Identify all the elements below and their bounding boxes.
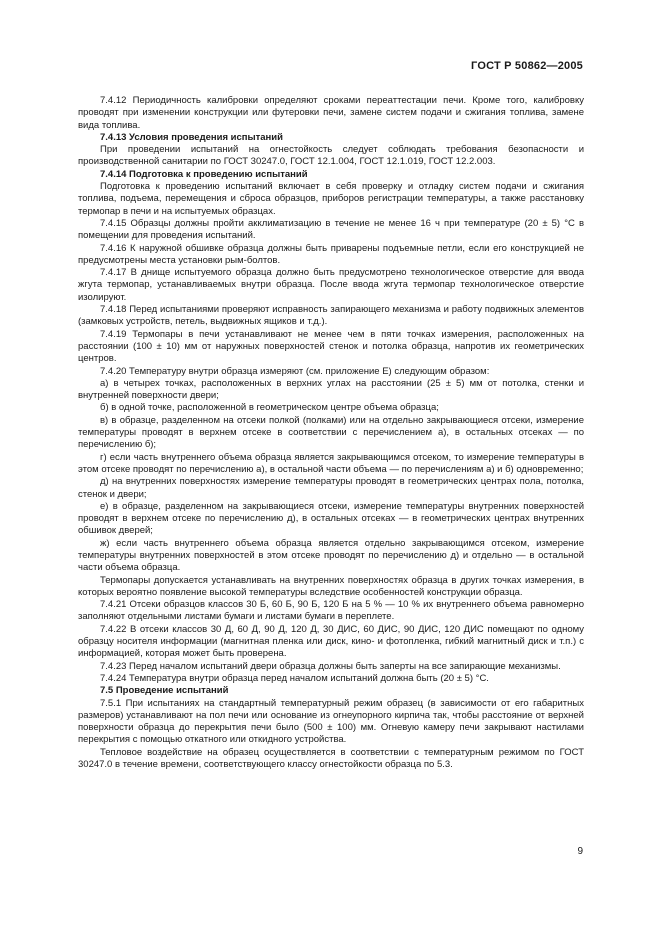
page-number: 9	[577, 846, 583, 857]
paragraph: 7.4.23 Перед началом испытаний двери образца должны быть заперты на все запирающие механизмы.	[100, 660, 561, 672]
paragraph: в) в образце, разделенном на отсеки полкой (полками) или на отдельно закрывающиеся отсеки, измерение температуры проводят в верхнем отсеке в соответствии с перечислением а), в остальных отсеках — по перечислению б);	[78, 414, 584, 451]
paragraph: 7.4.20 Температуру внутри образца измеряют (см. приложение Е) следующим образом:	[100, 365, 490, 377]
paragraph: ж) если часть внутреннего объема образца является отдельно закрывающимся отсеком, измерение температуры внутренних поверхностей в этом отсеке проводят по перечислению д) и отдельно — в остальной части объема образца.	[78, 537, 584, 574]
paragraph: 7.5.1 При испытаниях на стандартный температурный режим образец (в зависимости от его габаритных размеров) устанавливают на пол печи или основание из огнеупорного кирпича так, чтобы расстояние от верхней поверхности образца до перекрытия печи было (500 ± 100) мм. Огневую камеру печи закрывают настилами перекрытия с помощью откатного или откидного устройства.	[78, 697, 584, 746]
paragraph: 7.4.18 Перед испытаниями проверяют исправность запирающего механизма и работу подвижных элементов (замковых устройств, петель, выдвижных ящиков и т.д.).	[78, 304, 584, 328]
paragraph: Термопары допускается устанавливать на внутренних поверхностях образца в других точках измерения, в которых вероятно появление высокой температуры вследствие особенностей конструкции образца.	[78, 574, 584, 598]
paragraph: 7.4.24 Температура внутри образца перед началом испытаний должна быть (20 ± 5) °С.	[100, 672, 489, 684]
paragraph: д) на внутренних поверхностях измерение температуры проводят в геометрических центрах пола, потолка, стенок и двери;	[78, 476, 584, 500]
paragraph: г) если часть внутреннего объема образца является закрывающимся отсеком, то измерение температуры в этом отсеке проводят по перечислению а), в остальной части объема — по перечислениям а) и б) одновременно;	[78, 451, 584, 475]
paragraph: Тепловое воздействие на образец осуществляется в соответствии с температурным режимом по ГОСТ 30247.0 в течение времени, соответствующего классу огнестойкости образца по 5.3.	[78, 746, 584, 771]
document-body	[78, 95, 584, 771]
paragraph: е) в образце, разделенном на закрывающиеся отсеки, измерение температуры внутренних поверхностей проводят в верхнем отсеке по перечислению д), в остальных отсеках — в геометрических центрах внутренних обшивок дверей;	[78, 500, 584, 537]
paragraph: При проведении испытаний на огнестойкость следует соблюдать требования безопасности и производственной санитарии по ГОСТ 30247.0, ГОСТ 12.1.004, ГОСТ 12.1.019, ГОСТ 12.2.003.	[78, 144, 584, 168]
section-heading: 7.4.14 Подготовка к проведению испытаний	[100, 168, 308, 180]
paragraph: 7.4.22 В отсеки классов 30 Д, 60 Д, 90 Д, 120 Д, 30 ДИС, 60 ДИС, 90 ДИС, 120 ДИС помещают по одному образцу носителя информации (магнитная пленка или диск, кино- и фотопленка, гибкий магнитный диск и т.п.) с информацией, которая может быть проверена.	[78, 623, 584, 660]
paragraph: а) в четырех точках, расположенных в верхних углах на расстоянии (25 ± 5) мм от потолка, стенки и внутренней поверхности двери;	[78, 377, 584, 402]
section-heading: 7.4.13 Условия проведения испытаний	[100, 131, 283, 143]
document-header: ГОСТ Р 50862—2005	[471, 60, 583, 72]
paragraph: 7.4.17 В днище испытуемого образца должно быть предусмотрено технологическое отверстие для ввода жгута термопар, устанавливаемых внутри образца. После ввода жгута термопар технологическое отверстие изолируют.	[78, 267, 584, 303]
paragraph: 7.4.19 Термопары в печи устанавливают не менее чем в пяти точках измерения, расположенных на расстоянии (100 ± 10) мм от наружных поверхностей стенок и потолка образца, напротив их геометрических центров.	[78, 328, 584, 365]
paragraph: б) в одной точке, расположенной в геометрическом центре объема образца;	[100, 402, 439, 414]
section-heading: 7.5 Проведение испытаний	[100, 685, 229, 697]
paragraph: 7.4.15 Образцы должны пройти акклиматизацию в течение не менее 16 ч при температуре (20 ± 5) °С в помещении для проведения испытаний.	[78, 217, 584, 242]
paragraph: 7.4.21 Отсеки образцов классов 30 Б, 60 Б, 90 Б, 120 Б на 5 % — 10 % их внутреннего объема равномерно заполняют отдельными листами бумаги и листами бумаги в переплете.	[78, 599, 584, 623]
paragraph: Подготовка к проведению испытаний включает в себя проверку и отладку систем подачи и сжигания топлива, подъема, перемещения и сброса образцов, приборов регистрации температуры, а также расстановку термопар в печи и на испытуемых образцах.	[78, 181, 584, 217]
paragraph: 7.4.12 Периодичность калибровки определяют сроками переаттестации печи. Кроме того, калибровку проводят при изменении конструкции или футеровки печи, замене систем подачи и сжигания топлива, замене вида топлива.	[78, 95, 584, 131]
paragraph: 7.4.16 К наружной обшивке образца должны быть приварены подъемные петли, если его конструкцией не предусмотрены места установки рым-болтов.	[78, 242, 584, 266]
